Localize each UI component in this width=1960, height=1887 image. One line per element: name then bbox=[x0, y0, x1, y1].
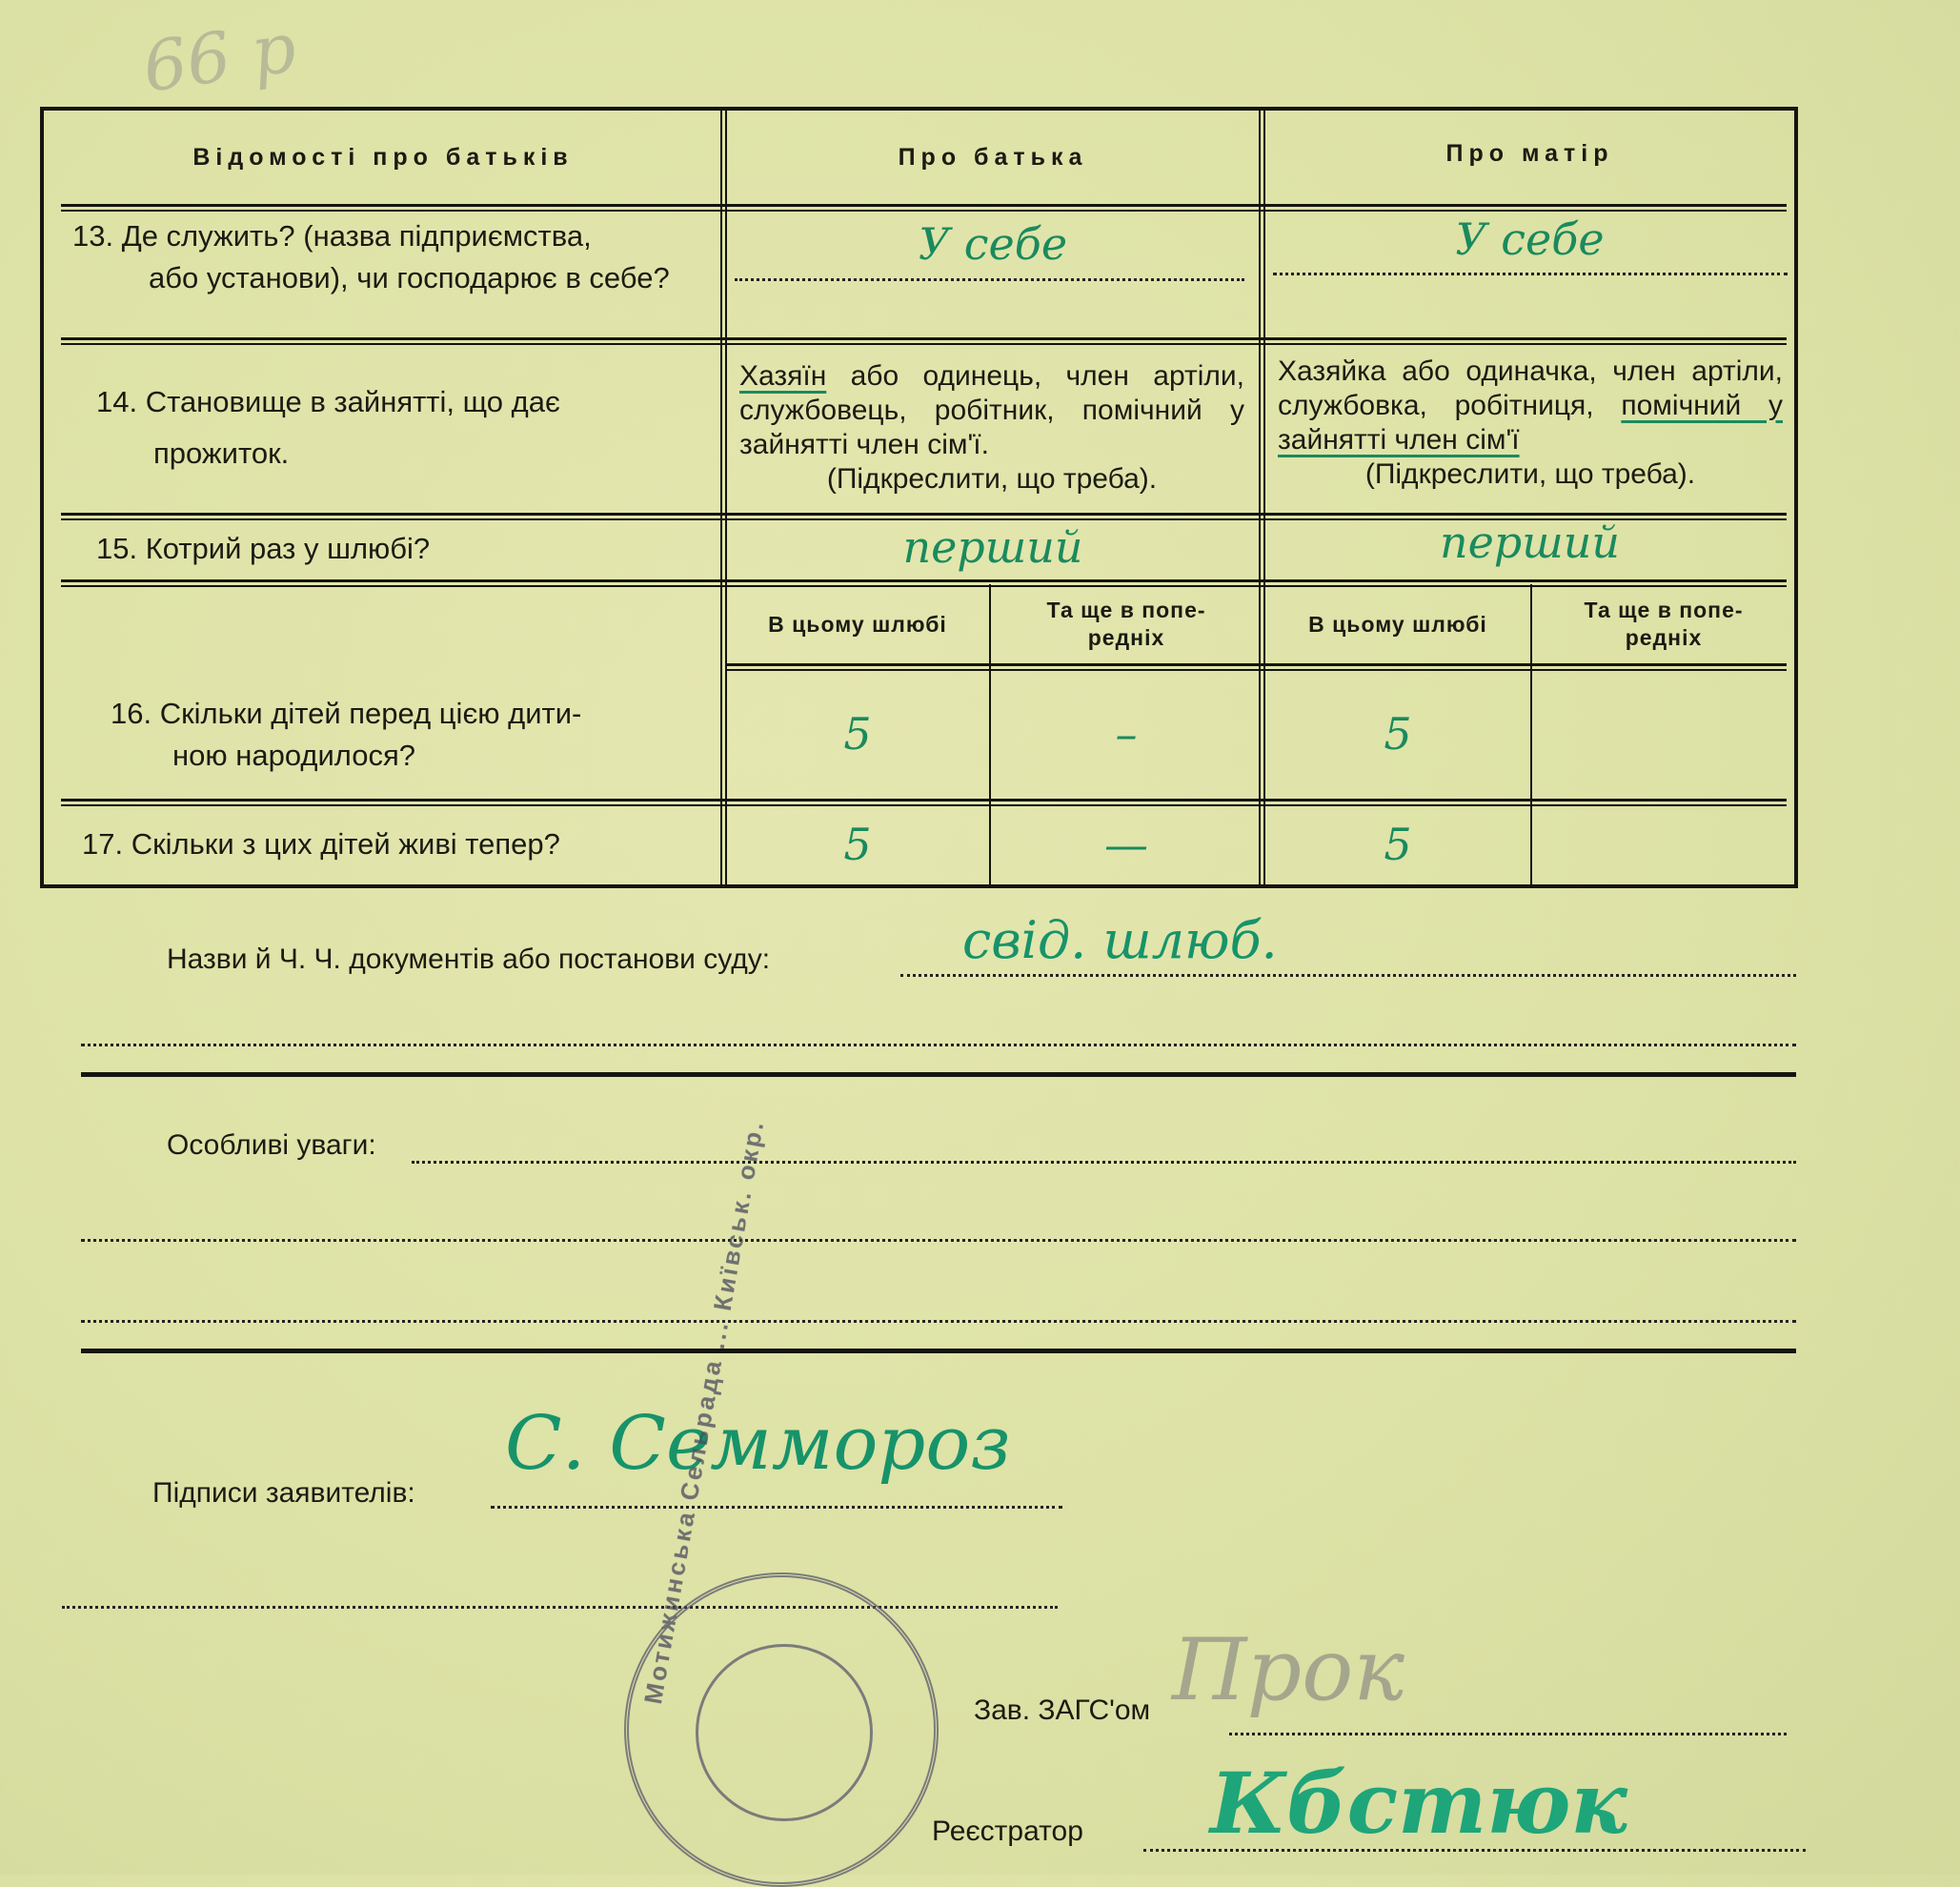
subheader-father-this-marriage: В цьому шлюбі bbox=[768, 611, 947, 637]
row-divider bbox=[725, 663, 1787, 671]
applicants-signature[interactable]: С. Семмороз bbox=[505, 1401, 1011, 1487]
options-14-mother-text bbox=[1278, 355, 1783, 457]
registry-head-dotted-line bbox=[1229, 1733, 1787, 1735]
options-14-mother[interactable] bbox=[1278, 344, 1783, 501]
subcolumn-divider bbox=[989, 584, 991, 884]
options-14-father-note: (Підкреслити, що треба). bbox=[826, 462, 1158, 495]
options-14-father-text bbox=[739, 359, 1244, 462]
answer-17-father-previous[interactable]: — bbox=[1104, 819, 1148, 870]
selected-option-mother: помічний у зайнятті член сім'ї bbox=[1278, 389, 1783, 456]
registry-head-signature[interactable]: Прок bbox=[1172, 1620, 1405, 1720]
parents-info-table bbox=[40, 107, 1798, 888]
documents-value[interactable]: свід. шлюб. bbox=[962, 910, 1278, 970]
section-divider bbox=[81, 1349, 1796, 1353]
subheader-mother-this-marriage: В цьому шлюбі bbox=[1308, 611, 1487, 637]
selected-option-father: Хазяїн bbox=[739, 359, 827, 392]
registrar-signature[interactable]: Кбстюк bbox=[1210, 1754, 1627, 1853]
question-16-line1: 16. Скільки дітей перед цією дити- bbox=[111, 697, 582, 730]
subcolumn-divider bbox=[1530, 584, 1532, 884]
options-14-father[interactable] bbox=[739, 349, 1244, 506]
subheader-father-previous: Та ще в попе-редніх bbox=[1046, 598, 1206, 650]
answer-17-mother-this[interactable]: 5 bbox=[1384, 819, 1412, 870]
registrar-label: Реєстратор bbox=[932, 1816, 1083, 1847]
documents-dotted-line-2 bbox=[81, 1044, 1796, 1046]
header-father: Про батька bbox=[898, 143, 1088, 171]
applicants-signature-label: Підписи заявителів: bbox=[152, 1477, 415, 1509]
dotted-line bbox=[735, 278, 1244, 281]
row-divider bbox=[61, 579, 1787, 587]
answer-16-mother-previous[interactable] bbox=[1534, 673, 1793, 795]
archive-pencil-mark: 66 р bbox=[137, 7, 301, 108]
remarks-dotted-line-3 bbox=[81, 1320, 1796, 1323]
section-divider bbox=[81, 1072, 1796, 1077]
question-17: 17. Скільки з цих дітей живі тепер? bbox=[82, 827, 560, 861]
answer-13-mother[interactable]: У себе bbox=[1455, 213, 1605, 265]
answer-15-father[interactable]: перший bbox=[902, 520, 1083, 573]
question-14-line1: 14. Становище в зайнятті, що дає bbox=[96, 384, 560, 418]
remarks-dotted-line-2 bbox=[81, 1239, 1796, 1242]
answer-17-father-this[interactable]: 5 bbox=[843, 819, 872, 870]
options-father-rest: або одинець, член артіли, службовець, робітник, помічний у зайнятті член сім'ї. bbox=[739, 359, 1244, 460]
registry-head-label: Зав. ЗАГС'ом bbox=[974, 1694, 1151, 1726]
question-13-line1: 13. Де служить? (назва підприємства, bbox=[72, 219, 592, 253]
options-14-mother-note: (Підкреслити, що треба). bbox=[1364, 457, 1696, 490]
column-divider bbox=[1259, 111, 1265, 884]
question-13 bbox=[72, 215, 720, 330]
subheader-mother-previous: Та ще в попе-редніх bbox=[1584, 598, 1744, 650]
question-15: 15. Котрий раз у шлюбі? bbox=[96, 532, 431, 565]
remarks-dotted-line bbox=[412, 1161, 1796, 1164]
answer-13-father[interactable]: У себе bbox=[918, 218, 1068, 270]
options-mother-before: Хазяйка або одиначка, член артіли, службовка, робітниця, bbox=[1278, 355, 1783, 421]
documents-label: Назви й Ч. Ч. документів або постанови суду: bbox=[167, 944, 771, 975]
question-16-line2: ною народилося? bbox=[172, 739, 415, 772]
question-13-line2: або установи), чи господарює в себе? bbox=[149, 261, 670, 294]
answer-16-father-this[interactable]: 5 bbox=[843, 708, 872, 760]
answer-17-mother-previous[interactable] bbox=[1534, 806, 1793, 883]
applicants-dotted-line-2 bbox=[62, 1606, 1058, 1609]
answer-16-mother-this[interactable]: 5 bbox=[1384, 708, 1412, 760]
dotted-line bbox=[1273, 273, 1788, 275]
answer-16-father-previous[interactable]: – bbox=[1115, 708, 1138, 760]
stamp-inner-ring bbox=[696, 1644, 873, 1821]
remarks-label: Особливі уваги: bbox=[167, 1129, 376, 1161]
header-parents-info: Відомості про батьків bbox=[192, 143, 574, 171]
question-14-line2: прожиток. bbox=[153, 436, 290, 470]
answer-15-mother[interactable]: перший bbox=[1439, 516, 1621, 568]
row-divider bbox=[61, 799, 1787, 806]
registrar-dotted-line bbox=[1143, 1849, 1806, 1852]
header-mother: Про матір bbox=[1445, 139, 1614, 167]
applicants-dotted-line bbox=[491, 1506, 1062, 1509]
documents-dotted-line bbox=[900, 974, 1796, 977]
stamp-text: Мотижинська Сельрада ... Київськ. окр. bbox=[638, 1117, 770, 1707]
question-14 bbox=[96, 349, 716, 506]
question-16 bbox=[111, 682, 720, 787]
